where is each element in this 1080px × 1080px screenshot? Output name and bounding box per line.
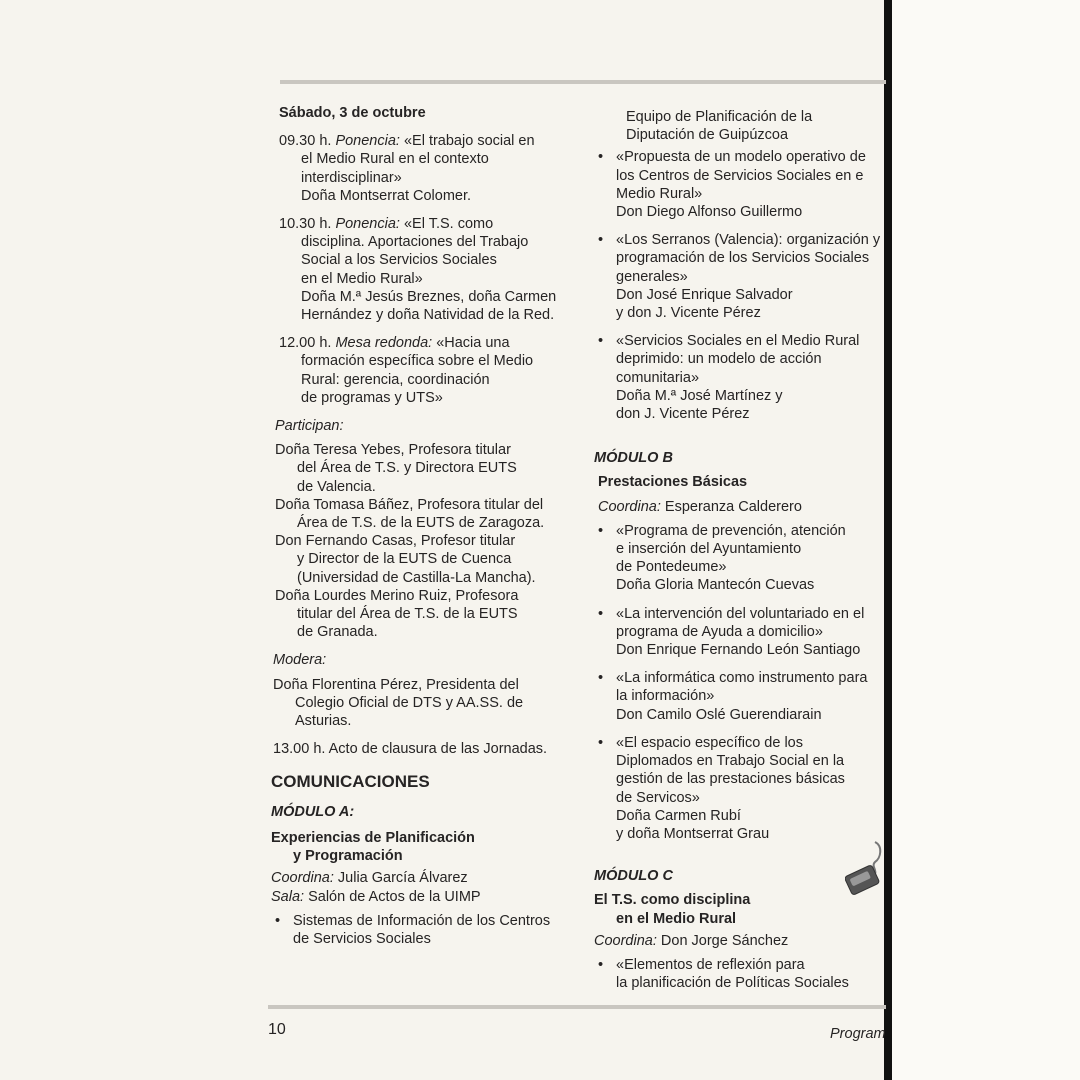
bullet-icon: • [598,522,604,539]
bullet-icon: • [275,912,281,929]
bullet-line: de Servicios Sociales [293,930,431,947]
sala-line [271,888,581,906]
participant-line: de Granada. [297,624,378,641]
bullet-line: programación de los Servicios Sociales [616,250,870,267]
moderator-line: Colegio Oficial de DTS y AA.SS. de [295,694,524,711]
intro-line: Diputación de Guipúzcoa [626,127,789,144]
bullet-line: programa de Ayuda a domicilio» [616,623,823,640]
session-line: interdisciplinar» [301,169,402,186]
bullet-line: gestión de las prestaciones básicas [616,771,845,788]
modulo-b-title: Prestaciones Básicas [598,474,748,491]
bullet-icon: • [598,232,604,249]
right-column [594,108,886,1002]
bullet-line: comunitaria» [616,369,700,386]
paper-clip-tag-icon [845,840,885,902]
communication-item [594,231,886,322]
session-line: Doña Montserrat Colomer. [301,187,472,204]
session-block [279,334,581,407]
session-line: Hernández y doña Natividad de la Red. [301,307,555,324]
bullet-line: y doña Montserrat Grau [616,825,770,842]
bullet-icon: • [598,956,604,973]
bullet-line: deprimido: un modelo de acción [616,351,822,368]
session-time-line [279,215,581,233]
modulo-b-label: MÓDULO B [594,450,673,467]
session-type: Ponencia: [335,133,400,150]
comunicaciones-heading: COMUNICACIONES [271,771,430,791]
footer-running-title: Program [830,1026,886,1042]
participant-line: Doña Lourdes Merino Ruiz, Profesora [275,587,519,604]
coordina-line [271,869,581,887]
bullet-line: «Servicios Sociales en el Medio Rural [616,333,860,350]
session-type: Mesa redonda: [335,335,433,352]
bullet-line: Sistemas de Información de los Centros [293,912,551,929]
bullet-line: «Propuesta de un modelo operativo de [616,149,866,166]
session-time: 10.30 h. [279,216,336,233]
bullet-icon: • [598,670,604,687]
coordina-label: Coordina: [271,870,334,887]
bullet-line: Doña M.ª José Martínez y [616,387,783,404]
bullet-line: don J. Vicente Pérez [616,406,750,423]
modulo-c-label: MÓDULO C [594,868,673,885]
participant-line: del Área de T.S. y Directora EUTS [297,460,517,477]
bullet-line: Don Camilo Oslé Guerendiarain [616,706,822,723]
left-column [271,104,581,958]
coordina-name: Julia García Álvarez [333,870,468,887]
coordina-label: Coordina: [598,498,661,515]
bullet-line: «La intervención del voluntariado en el [616,605,865,622]
title-line: en el Medio Rural [616,910,737,927]
moderator-line: Doña Florentina Pérez, Presidenta del [273,676,519,693]
adjacent-page-edge [890,0,1080,1080]
session-time-line [279,132,581,150]
bullet-icon: • [598,734,604,751]
participant-line: Doña Teresa Yebes, Profesora titular [275,442,511,459]
session-line: de programas y UTS» [301,389,443,406]
session-line: disciplina. Aportaciones del Trabajo [301,234,529,251]
participant-line: y Director de la EUTS de Cuenca [297,551,512,568]
modulo-c-title [594,891,886,927]
bullet-icon: • [598,605,604,622]
sala-label: Sala: [271,888,305,905]
moderator-line: Asturias. [295,713,352,730]
communication-item [594,734,886,843]
bullet-line: Doña Gloria Mantecón Cuevas [616,577,815,594]
communication-item [594,148,886,221]
bullet-line: Don José Enrique Salvador [616,286,793,303]
moderator [273,676,581,731]
intro-line: Equipo de Planificación de la [626,109,813,125]
bullet-icon: • [598,333,604,350]
bullet-line: e inserción del Ayuntamiento [616,541,802,558]
session-line: Doña M.ª Jesús Breznes, doña Carmen [301,288,557,305]
participants-list [275,441,581,641]
title-line: El T.S. como disciplina [594,892,751,909]
participant-line: (Universidad de Castilla-La Mancha). [297,569,536,586]
participan-label: Participan: [275,418,344,435]
coordina-label: Coordina: [594,932,657,949]
bullet-line: la información» [616,688,715,705]
communication-item [594,669,886,724]
bullet-line: Don Diego Alfonso Guillermo [616,204,803,221]
modulo-a-label: MÓDULO A: [271,803,355,820]
bullet-line: y don J. Vicente Pérez [616,305,761,322]
session-time-line [279,334,581,352]
date-heading: Sábado, 3 de octubre [279,105,426,121]
bullet-line: «Elementos de reflexión para [616,956,805,973]
session-block [279,215,581,324]
bullet-line: de Servicos» [616,789,700,806]
closing-line: 13.00 h. Acto de clausura de las Jornadas. [273,741,548,758]
bullet-icon: • [598,149,604,166]
participant-line: Área de T.S. de la EUTS de Zaragoza. [297,515,545,532]
coordina-name: Esperanza Calderero [660,498,802,515]
session-title-start: «El T.S. como [399,216,494,233]
bullet-line: generales» [616,268,688,285]
modulo-a-title [271,829,581,865]
session-line: formación específica sobre el Medio [301,353,534,370]
session-block [279,132,581,205]
communication-item [594,332,886,423]
session-title-start: «Hacia una [432,335,510,352]
bullet-line: Medio Rural» [616,185,703,202]
session-line: el Medio Rural en el contexto [301,151,489,168]
bullet-line: «Los Serranos (Valencia): organización y [616,232,881,249]
top-rule [280,80,886,84]
coordina-name: Don Jorge Sánchez [656,932,789,949]
bullet-line: los Centros de Servicios Sociales en e [616,167,864,184]
session-time: 09.30 h. [279,133,336,150]
communication-item [594,605,886,660]
coordina-line [594,932,886,950]
participant-line: Doña Tomasa Báñez, Profesora titular del [275,496,544,513]
session-type: Ponencia: [335,216,400,233]
participant-line: titular del Área de T.S. de la EUTS [297,606,518,623]
communication-item [594,522,886,595]
communication-item [594,956,886,992]
bullet-line: Don Enrique Fernando León Santiago [616,642,861,659]
bullet-line: Doña Carmen Rubí [616,807,741,824]
participant-line: Don Fernando Casas, Profesor titular [275,533,516,550]
bullet-line: «La informática como instrumento para [616,670,868,687]
page-number: 10 [268,1021,286,1038]
coordina-line [598,498,886,516]
bullet-line: la planificación de Políticas Sociales [616,975,849,992]
sala-name: Salón de Actos de la UIMP [304,888,481,905]
modera-label: Modera: [273,652,327,669]
bullet-line: «El espacio específico de los [616,734,803,751]
communication-item [271,912,581,948]
session-time: 12.00 h. [279,335,336,352]
bullet-line: Diplomados en Trabajo Social en la [616,753,845,770]
intro-lines [594,108,886,144]
session-line: Rural: gerencia, coordinación [301,371,490,388]
bullet-line: «Programa de prevención, atención [616,522,846,539]
session-line: en el Medio Rural» [301,270,423,287]
bottom-rule [268,1005,886,1009]
session-line: Social a los Servicios Sociales [301,252,497,269]
title-line: Experiencias de Planificación [271,829,475,846]
title-line: y Programación [293,848,403,865]
bullet-line: de Pontedeume» [616,559,727,576]
session-title-start: «El trabajo social en [399,133,535,150]
participant-line: de Valencia. [297,478,376,495]
